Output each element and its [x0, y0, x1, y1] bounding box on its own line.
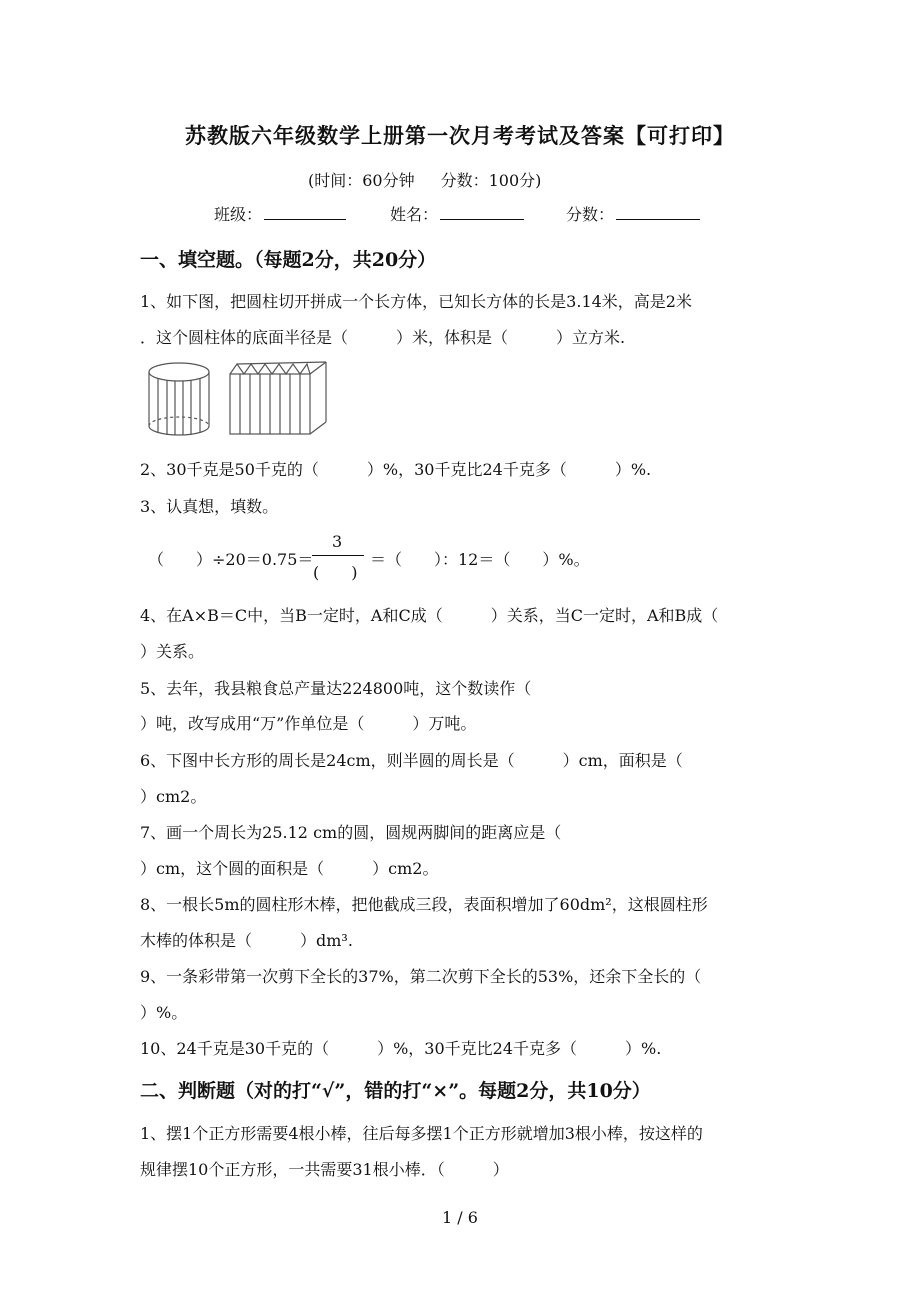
document-title: 苏教版六年级数学上册第一次月考考试及答案【可打印】 — [185, 123, 735, 148]
name-label: 姓名： — [390, 205, 439, 224]
cuboid-figure — [226, 360, 332, 438]
q3-denominator: ( ) — [313, 563, 358, 582]
page-number: 1 / 6 — [442, 1208, 478, 1227]
judge-question-1-line-2: 规律摆10个正方形，一共需要31根小棒．（ ） — [140, 1160, 509, 1179]
question-7-line-2: ）cm，这个圆的面积是（ ）cm2。 — [140, 859, 439, 878]
question-6-line-1: 6、下图中长方形的周长是24cm，则半圆的周长是（ ）cm，面积是（ — [140, 751, 683, 770]
exam-time: (时间：60分钟 — [308, 171, 415, 190]
question-9-line-2: ）%。 — [140, 1003, 188, 1022]
question-6-line-2: ）cm2。 — [140, 787, 207, 806]
question-1-line-2: ．这个圆柱体的底面半径是（ ）米，体积是（ ）立方米. — [140, 328, 626, 347]
question-1-line-1: 1、如下图，把圆柱切开拼成一个长方体，已知长方体的长是3.14米，高是2米 — [140, 292, 692, 311]
exam-meta — [308, 168, 541, 191]
exam-total-score: 分数：100分) — [440, 171, 542, 190]
class-label: 班级： — [214, 205, 263, 224]
cylinder-figure — [146, 360, 212, 440]
q3-numerator: 3 — [332, 532, 343, 551]
score-blank — [616, 202, 700, 220]
name-blank — [440, 202, 524, 220]
question-5-line-2: ）吨，改写成用“万”作单位是（ ）万吨。 — [140, 714, 477, 733]
question-4-line-1: 4、在A×B＝C中，当B一定时，A和C成（ ）关系，当C一定时，A和B成（ — [140, 606, 719, 625]
question-7-line-1: 7、画一个周长为25.12 cm的圆，圆规两脚间的距离应是（ — [140, 823, 562, 842]
question-8-line-2: 木棒的体积是（ ）dm³. — [140, 931, 353, 950]
class-blank — [264, 202, 346, 220]
question-5-line-1: 5、去年，我县粮食总产量达224800吨，这个数读作（ — [140, 679, 532, 698]
question-4-line-2: ）关系。 — [140, 642, 205, 661]
q3-expression-left: （ ）÷20＝0.75＝ — [148, 550, 314, 569]
question-10: 10、24千克是30千克的（ ）%，30千克比24千克多（ ）%. — [140, 1039, 662, 1058]
q3-fraction-bar — [312, 555, 364, 556]
question-9-line-1: 9、一条彩带第一次剪下全长的37%，第二次剪下全长的53%，还余下全长的（ — [140, 967, 702, 986]
score-label: 分数： — [566, 205, 615, 224]
section-1-heading: 一、填空题。（每题2分，共20分） — [140, 249, 437, 271]
question-3-line-1: 3、认真想，填数。 — [140, 497, 279, 516]
class-field — [214, 202, 346, 225]
score-field — [566, 202, 700, 225]
judge-question-1-line-1: 1、摆1个正方形需要4根小棒，往后每多摆1个正方形就增加3根小棒，按这样的 — [140, 1124, 703, 1143]
question-8-line-1: 8、一根长5m的圆柱形木棒，把他截成三段，表面积增加了60dm²，这根圆柱形 — [140, 895, 708, 914]
q3-expression-right: ＝（ ）：12＝（ ）%。 — [370, 550, 590, 569]
section-2-heading: 二、判断题（对的打“√”，错的打“×”。每题2分，共10分） — [140, 1080, 651, 1102]
question-2: 2、30千克是50千克的（ ）%，30千克比24千克多（ ）%. — [140, 460, 652, 479]
name-field — [390, 202, 524, 225]
